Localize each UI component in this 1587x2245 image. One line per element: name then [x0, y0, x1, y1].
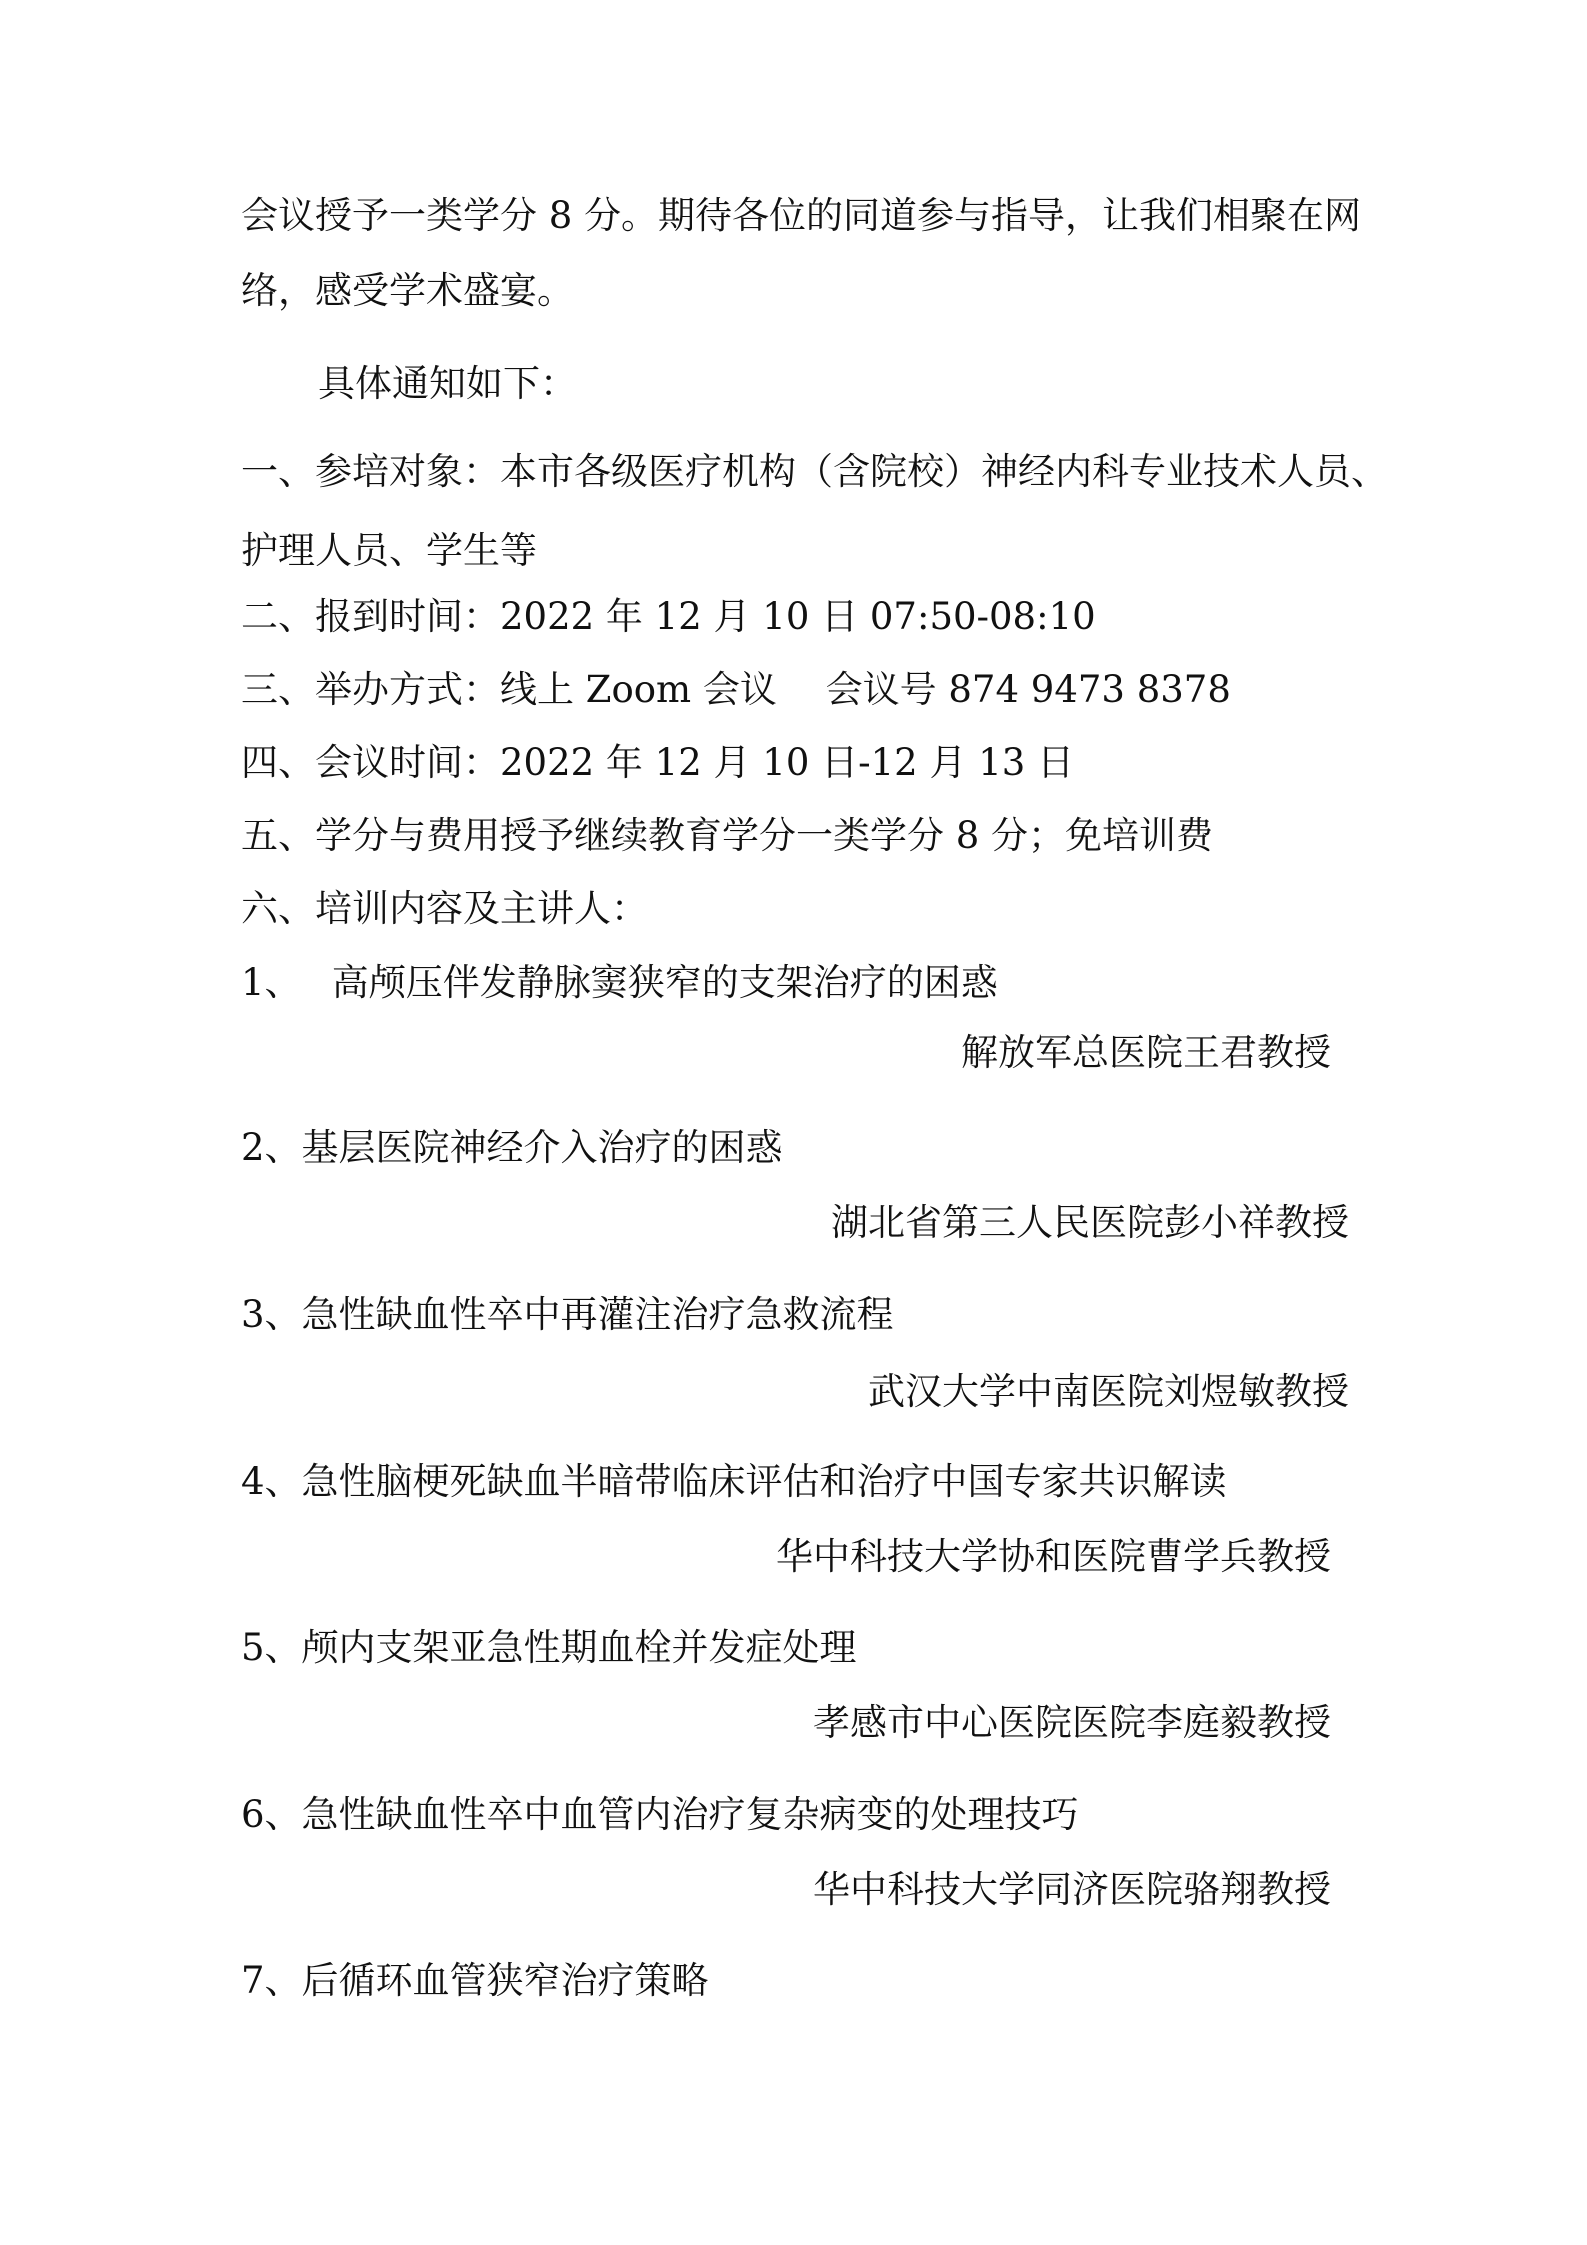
intro-line-1: 会议授予一类学分 8 分。期待各位的同道参与指导，让我们相聚在网 [241, 194, 1362, 237]
notice-line: 具体通知如下： [318, 362, 577, 405]
section-5: 五、学分与费用授予继续教育学分一类学分 8 分；免培训费 [241, 814, 1214, 857]
topic-7-title: 7、后循环血管狭窄治疗策略 [241, 1959, 709, 2002]
topic-3-title: 3、急性缺血性卒中再灌注治疗急救流程 [241, 1293, 894, 1336]
section-1-line-1: 一、参培对象：本市各级医疗机构（含院校）神经内科专业技术人员、 [241, 450, 1388, 493]
topic-3-speaker: 武汉大学中南医院刘煜敏教授 [868, 1370, 1349, 1413]
topic-2-title: 2、基层医院神经介入治疗的困惑 [241, 1126, 783, 1169]
topic-1-speaker: 解放军总医院王君教授 [961, 1031, 1331, 1074]
section-4: 四、会议时间：2022 年 12 月 10 日-12 月 13 日 [241, 741, 1075, 784]
topic-6-speaker: 华中科技大学同济医院骆翔教授 [813, 1868, 1331, 1911]
topic-2-speaker: 湖北省第三人民医院彭小祥教授 [831, 1201, 1349, 1244]
topic-4-speaker: 华中科技大学协和医院曹学兵教授 [776, 1535, 1331, 1578]
section-3: 三、举办方式：线上 Zoom 会议 会议号 874 9473 8378 [241, 668, 1231, 711]
section-1-line-2: 护理人员、学生等 [241, 529, 537, 572]
section-6: 六、培训内容及主讲人： [241, 887, 648, 930]
topic-5-title: 5、颅内支架亚急性期血栓并发症处理 [241, 1626, 857, 1669]
intro-line-2: 络，感受学术盛宴。 [241, 269, 574, 312]
topic-4-title: 4、急性脑梗死缺血半暗带临床评估和治疗中国专家共识解读 [241, 1460, 1227, 1503]
section-2: 二、报到时间：2022 年 12 月 10 日 07:50-08:10 [241, 595, 1096, 638]
topic-6-title: 6、急性缺血性卒中血管内治疗复杂病变的处理技巧 [241, 1793, 1079, 1836]
topic-5-speaker: 孝感市中心医院医院李庭毅教授 [813, 1701, 1331, 1744]
topic-1-title: 1、 高颅压伴发静脉窦狭窄的支架治疗的困惑 [241, 961, 998, 1004]
